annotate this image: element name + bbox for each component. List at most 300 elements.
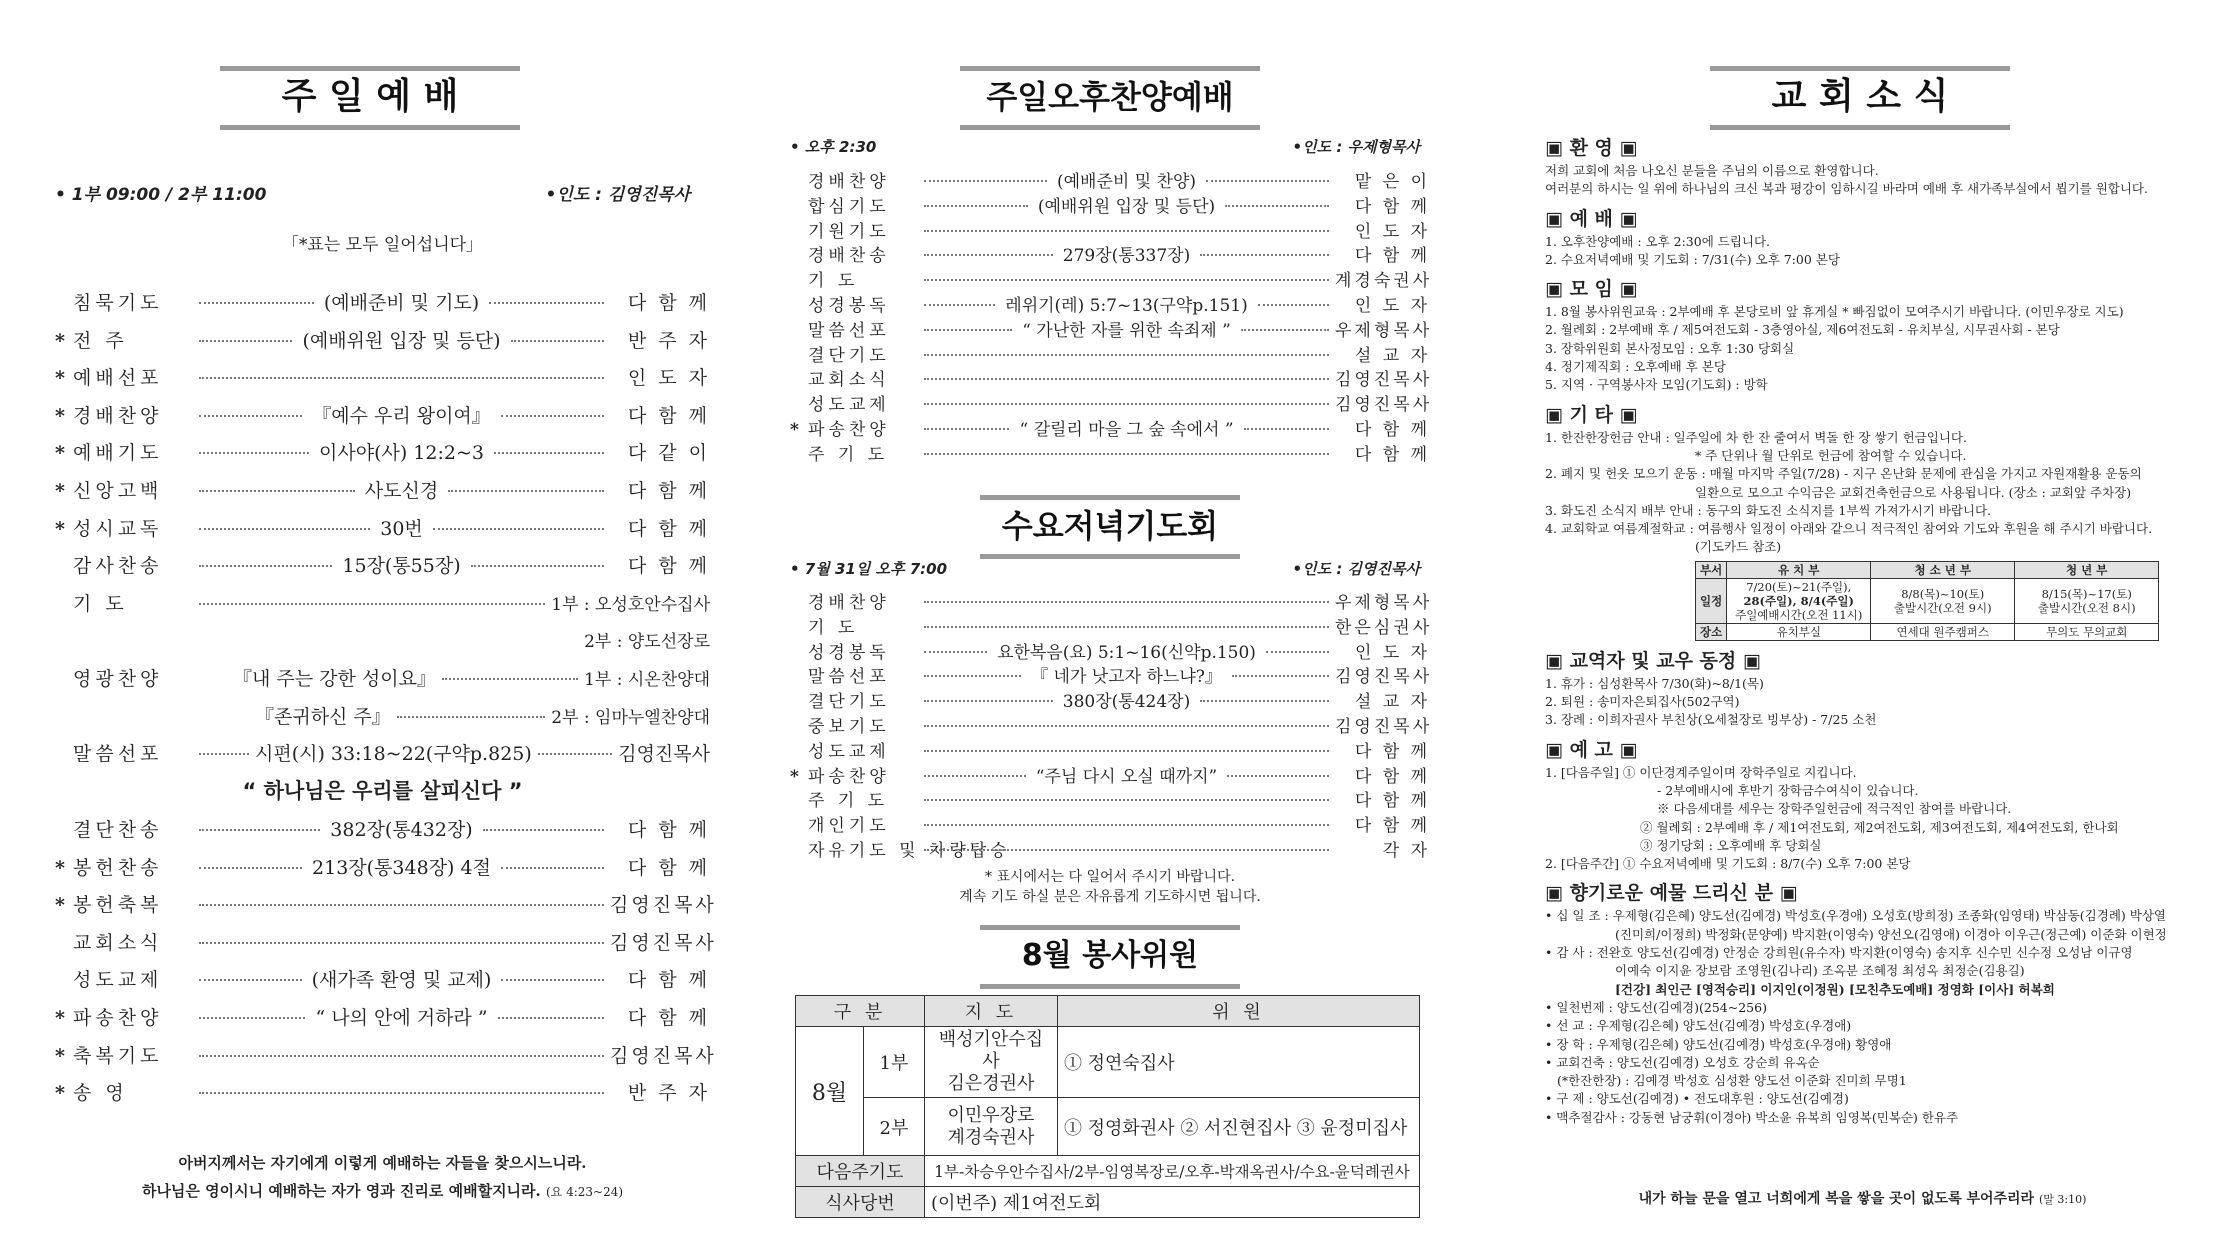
news-line: 1. 한잔한장헌금 안내 : 일주일에 차 한 잔 줄여서 벽돌 한 장 쌓기 헌금입니다. [1545,429,1967,445]
order-row [55,853,710,891]
order-presenter: 김영진목사 [610,1044,717,1067]
order-label: 파송찬양 [808,766,890,787]
dot-leader [924,254,1053,256]
church-news-title: 교 회 소 식 [1771,76,1949,117]
news-line: [건강] 최인근 [영적승리] 이지인(이정원) [모친추도예배] 정영화 [이사] 허복희 [1615,981,2055,997]
th-youth: 청 소 년 부 [1871,561,2015,578]
order-row [790,588,1433,613]
order-content: 15장(통55장) [342,555,461,578]
order-presenter: 김영진목사 [1335,395,1433,416]
afternoon-time: • 오후 2:30 [790,138,877,156]
dot-leader [483,829,604,831]
order-label: 성도교제 [808,395,890,416]
dot-leader [199,904,604,906]
order-presenter: 다 함 께 [1354,246,1430,267]
afternoon-leader: •인도 : 우제형목사 [1292,138,1420,156]
order-of-worship-part1 [55,288,710,589]
order-label: 합심기도 [808,196,890,217]
stand-marker: * [55,517,65,540]
order-row [790,241,1430,266]
dot-leader [199,979,302,981]
order-presenter: 다 함 께 [627,479,711,502]
dot-leader [471,565,604,567]
order-label: 성경봉독 [808,295,890,316]
stand-marker: * [55,479,65,502]
th-kinder: 유 치 부 [1727,561,1871,578]
order-row [55,664,710,702]
dot-leader [924,403,1329,405]
news-line: 2. 수요저녁예배 및 기도회 : 7/31(수) 오후 7:00 본당 [1545,251,1840,267]
news-line: (진미희/이정희) 박정화(문양예) 박지환(이영숙) 양선오(김영애) 이경아 이우근(정근예) 이준화 이현정 [1615,926,2167,942]
order-row [55,288,710,326]
dot-leader [199,1017,305,1019]
order-content: 213장(통348장) 4절 [312,856,491,879]
dot-leader [924,304,995,306]
etc-heading: ▣ 기 타 ▣ [1545,403,1638,426]
stand-marker: * [55,1006,65,1029]
order-presenter: 다 함 께 [627,819,711,841]
order-presenter: 다 함 께 [627,856,710,879]
order-presenter: 김영진목사 [610,894,717,917]
dot-leader [924,775,1026,777]
part-1-members: ① 정연숙집사 [1057,1027,1419,1098]
order-label: 기 도 [73,593,128,615]
part-2-members: ① 정영화권사 ② 서진현집사 ③ 윤정미집사 [1057,1098,1419,1156]
th-division: 구 분 [796,996,925,1027]
order-row [790,390,1433,416]
news-line: 3. 장학위원회 본사정모임 : 오후 1:30 당회실 [1545,340,1795,356]
order-content: 『예수 우리 왕이여』 [312,404,491,427]
dot-leader [924,205,1028,207]
order-row [790,786,1430,811]
guide-name: 이민우장로 [947,1104,1035,1126]
order-presenter: 김영진목사 [1335,716,1433,737]
stand-marker: * [55,367,65,390]
meetings-heading: ▣ 모 임 ▣ [1545,278,1638,301]
order-label: 봉헌찬송 [73,856,163,879]
worship-heading: ▣ 예 배 ▣ [1545,207,1638,230]
order-content: 요한복음(요) 5:1~16(신약p.150) [997,642,1256,663]
news-line: 1. [다음주일] ① 이단경계주일이며 장학주일로 지킵니다. [1545,764,1857,780]
wednesday-order [790,588,1433,861]
dot-leader [199,1092,604,1094]
order-row [55,1041,717,1079]
verse-text: 내가 하늘 문을 열고 너희에게 복을 쌓을 곳이 없도록 부어주리라 [1638,1191,2035,1207]
row-place: 장소 [1696,623,1727,640]
order-presenter: 설 교 자 [1354,345,1430,366]
dot-leader [1227,775,1329,777]
news-line: • 장 학 : 우제형(김은혜) 양도선(김예경) 박성호(우경애) 황영애 [1545,1036,1892,1052]
order-row [55,438,710,476]
news-line: • 선 교 : 우제형(김은혜) 양도선(김예경) 박성호(우경애) [1545,1018,1852,1034]
dot-leader [924,329,1012,331]
order-row [790,440,1430,465]
news-line: (기도카드 참조) [1695,539,1782,555]
order-content: 380장(통424장) [1062,692,1191,713]
dot-leader [924,675,1021,677]
news-line: 4. 정기제직회 : 오후예배 후 본당 [1545,359,1726,375]
order-presenter: 한은심권사 [1335,617,1433,638]
preview-heading: ▣ 예 고 ▣ [1545,738,1638,761]
dot-leader [1244,428,1329,430]
verse-line-1: 아버지께서는 자기에게 이렇게 예배하는 자들을 찾으시느니라. [178,1154,587,1172]
order-label: 주 기 도 [808,444,889,465]
meal-label: 식사당번 [796,1187,925,1218]
news-line: ③ 정기당회 : 오후예배 후 당회실 [1640,837,1822,853]
dot-leader [924,626,1329,628]
order-content: “ 나의 안에 거하라 ” [315,1006,488,1029]
order-presenter: 인 도 자 [1354,221,1430,242]
service-leader: •인도 : 김영진목사 [545,185,690,205]
order-row [790,836,1430,861]
order-content: 『 네가 낫고자 하느냐?』 [1031,667,1222,688]
offering-heading: ▣ 향기로운 예물 드리신 분 ▣ [1545,882,1798,905]
news-line: 2. 월례회 : 2부예배 후 / 제5여전도회 - 3층영아실, 제6여전도회 - 유치부실, 시무권사회 - 본당 [1545,322,2060,338]
order-content: 이사야(사) 12:2~3 [319,442,484,465]
news-line: 이예숙 이지윤 장보람 조영원(김나리) 조옥분 조혜정 최성옥 최정순(김용길) [1615,963,2025,979]
order-presenter: 다 함 께 [1354,741,1430,762]
standing-note: * 표시에서는 다 일어서 주시기 바랍니다. [984,869,1236,885]
order-presenter: 다 함 께 [1354,766,1430,787]
order-of-worship-part2 [55,815,717,1116]
order-presenter: 우제형목사 [1335,593,1433,613]
standing-notice: 「*표는 모두 일어섭니다」 [281,235,484,255]
dot-leader [199,1055,604,1057]
news-line: 일환으로 모으고 수익금은 교회건축헌금으로 사용됩니다. (장소 : 교회앞 주차장) [1695,484,2132,500]
dot-leader [199,377,604,379]
dot-leader [924,354,1329,356]
order-label: 침묵기도 [73,292,163,314]
order-presenter: 다 함 께 [627,555,710,578]
news-line: 여러분의 하시는 일 위에 하나님의 크신 복과 평강이 임하시길 바라며 예배 후 새가족부실에서 뵙기를 원합니다. [1545,181,2148,197]
dot-leader [924,601,1329,603]
dot-leader [448,490,604,492]
order-presenter: 다 함 께 [627,404,710,427]
order-content: 279장(통337장) [1062,246,1191,267]
sermon-text: 시편(시) 33:18~22(구약p.825) [255,743,532,766]
order-label: 결단기도 [808,345,890,366]
wednesday-banner [980,495,1240,559]
order-row [790,762,1430,787]
dot-leader [1258,304,1329,306]
dot-leader [501,867,604,869]
order-presenter: 다 함 께 [627,517,710,540]
order-label: 성도교제 [73,969,163,992]
stand-marker: * [790,419,799,440]
news-line: ※ 다음세대를 세우는 장학주일헌금에 적극적인 참여를 바랍니다. [1657,801,2012,817]
news-line: * 주 단위나 월 단위로 헌금에 참여할 수 있습니다. [1695,447,1967,463]
wednesday-leader: •인도 : 김영진목사 [1292,560,1420,578]
order-label: 파송찬양 [73,1006,163,1029]
order-row [790,415,1430,440]
stand-marker: * [55,442,65,465]
news-line: • 교회건축 : 양도선(김예경) 오성호 강순희 유옥순 [1545,1054,1820,1070]
order-row [55,815,710,853]
cell-line: 출발시간(오전 8시) [2037,600,2136,615]
order-label: 감사찬송 [73,555,163,578]
order-row [55,739,710,777]
order-label: 중보기도 [808,716,890,737]
order-content: “ 갈릴리 마을 그 숲 속에서 ” [1019,419,1234,440]
staff-heading: ▣ 교역자 및 교우 동정 ▣ [1545,649,1761,672]
news-line: • 구 제 : 양도선(김예경) • 전도대후원 : 양도선(김예경) [1545,1091,1849,1107]
dot-leader [199,452,309,454]
dot-leader [1200,700,1329,702]
prayer-2: 2부 : 양도선장로 [584,631,710,652]
th-members: 위 원 [1057,996,1419,1027]
order-presenter: 인 도 자 [1354,642,1431,663]
news-line: 1. 8월 봉사위원교육 : 2부예배 후 본당로비 앞 휴게실 * 빠짐없이 모여주시기 바랍니다. (이민우장로 지도) [1545,304,2124,320]
welcome-heading: ▣ 환 영 ▣ [1545,137,1638,159]
order-content: “ 가난한 자를 위한 속죄제 ” [1022,320,1231,341]
verse-reference: (요 4:23~24) [546,1185,624,1199]
part-1-guide [924,1027,1057,1098]
choir-2: 2부 : 임마누엘찬양대 [551,707,710,728]
dot-leader [199,490,355,492]
order-row [55,702,710,740]
order-row [790,662,1433,688]
dot-leader [924,750,1329,752]
dot-leader [199,942,604,944]
order-row [55,890,717,928]
dot-leader [924,453,1329,455]
order-presenter: 맡 은 이 [1354,172,1430,192]
news-line: 4. 교회학교 여름계절학교 : 여름행사 일정이 아래와 같으니 적극적인 참여와 기도와 후원을 해 주시기 바랍니다. [1545,521,2153,537]
kinder-schedule [1727,578,1871,623]
order-content: (예배준비 및 기도) [323,292,480,314]
dot-leader [924,378,1329,380]
order-row [790,316,1433,341]
order-label: 송 영 [73,1082,128,1105]
sermon-presenter: 김영진목사 [618,743,710,766]
order-row [55,326,710,364]
order-label: 자유기도 및 차량탑승 [808,840,1011,861]
dot-leader [498,1017,604,1019]
dot-leader [924,428,1009,430]
sunday-worship-column [55,0,717,1240]
news-line: 1. 오후찬양예배 : 오후 2:30에 드립니다. [1545,233,1771,249]
order-label: 신앙고백 [73,479,163,502]
dot-leader [199,302,314,304]
order-content: (예배위원 입장 및 등단) [1037,196,1216,217]
order-content: 382장(통432장) [330,819,473,841]
dot-leader [489,302,604,304]
dot-leader [199,340,292,342]
month-cell: 8월 [796,1027,864,1156]
th-guide: 지 도 [924,996,1057,1027]
order-label: 결단기도 [808,692,890,713]
dot-leader [199,528,370,530]
afternoon-worship-banner [960,66,1260,130]
order-row [55,476,710,514]
order-presenter: 인 도 자 [1354,295,1430,316]
volunteers-title: 8월 봉사위원 [1021,938,1199,973]
next-prayer-label: 다음주기도 [796,1156,925,1187]
order-content: 30번 [380,517,423,540]
verse-line-2 [55,1180,710,1201]
dot-leader [924,230,1329,232]
dot-leader [924,180,1047,182]
order-row [790,192,1430,217]
youth-schedule [1871,578,2015,623]
dot-leader [511,340,604,342]
young-adult-schedule [2015,578,2159,623]
stand-marker: * [55,1044,65,1067]
order-presenter: 다 함 께 [627,969,710,992]
dot-leader [494,452,604,454]
guide-name: 백성기안수집사 [938,1029,1044,1072]
news-line: 1. 휴가 : 심성환목사 7/30(화)~8/1(목) [1545,675,1764,691]
order-presenter: 우제형목사 [1335,320,1433,341]
order-row [790,365,1433,391]
order-presenter: 김영진목사 [610,931,717,954]
volunteers-table [795,995,1420,1218]
order-label: 전 주 [73,329,128,352]
order-presenter: 다 같 이 [627,442,710,465]
order-row [790,737,1430,762]
order-label: 예배기도 [73,442,163,465]
dot-leader [924,279,1329,281]
order-presenter: 다 함 께 [1354,419,1430,440]
order-label: 경배찬양 [808,172,890,192]
news-line: 2. 퇴원 : 송미자은퇴집사(502구역) [1545,694,1740,710]
order-label: 말씀선포 [808,667,890,688]
stand-marker: * [55,1082,65,1105]
order-label: 말씀선포 [73,743,163,766]
youth-place: 연세대 원주캠퍼스 [1871,623,2015,640]
news-body [1545,128,2180,1127]
dot-leader [1206,180,1329,182]
meal-value: (이번주) 제1여전도회 [924,1187,1419,1218]
order-presenter: 다 함 께 [1354,196,1430,217]
dot-leader [199,415,302,417]
order-presenter: 다 함 께 [627,292,711,314]
dot-leader [924,651,987,653]
news-line: 2. [다음주간] ① 수요저녁예배 및 기도회 : 8/7(수) 오후 7:00 본당 [1545,856,1911,872]
cell-line: 28(주일), 8/4(주일) [1743,593,1854,608]
order-row [55,363,710,401]
young-adult-place: 무의도 무의교회 [2015,623,2159,640]
order-presenter: 인 도 자 [627,367,710,390]
dot-leader [924,700,1053,702]
order-label: 성도교제 [808,741,890,762]
dot-leader [1241,329,1329,331]
order-content: (새가족 환영 및 교제) [311,969,492,992]
dot-leader [924,799,1329,801]
order-row [790,712,1433,737]
order-label: 영광찬양 [73,668,163,691]
order-row [55,401,710,439]
dot-leader [1232,675,1329,677]
part-2: 2부 [864,1098,925,1156]
order-content: (예배위원 입장 및 등단) [302,329,501,352]
dot-leader [924,725,1329,727]
order-row [790,291,1430,316]
order-presenter: 반 주 자 [627,1082,710,1105]
order-label: 경배찬송 [808,246,890,267]
part-2-guide [924,1098,1057,1156]
order-label: 기 도 [808,617,859,638]
news-line: (*한잔한장) : 김예경 박성호 심성환 양도선 이준화 진미희 무명1 [1557,1073,1907,1089]
order-row [55,965,710,1003]
stand-marker: * [55,856,65,879]
order-label: 파송찬양 [808,419,890,440]
sunday-worship-title: 주 일 예 배 [281,76,459,117]
order-label: 봉헌축복 [73,894,163,917]
order-row [55,589,710,627]
next-prayer-value: 1부-차승우안수집사/2부-임영복장로/오후-박재옥권사/수요-윤덕례권사 [924,1156,1419,1187]
order-presenter: 다 함 께 [1354,791,1430,812]
order-label: 경배찬양 [73,404,163,427]
dot-leader [924,824,1329,826]
cell-line: 출발시간(오전 9시) [1893,600,1992,615]
dot-leader [1266,651,1329,653]
service-time: • 1부 09:00 / 2부 11:00 [55,185,267,205]
prayer-1: 1부 : 오성호안수집사 [551,595,710,615]
order-presenter: 다 함 께 [627,1006,711,1029]
cell-line: 8/15(목)~17(토) [2041,586,2132,601]
afternoon-order [790,167,1433,465]
sunday-worship-banner [220,66,520,130]
th-young-adult: 청 년 부 [2015,561,2159,578]
dot-leader [924,849,1329,851]
order-row [55,627,710,665]
dot-leader [199,829,320,831]
wednesday-title: 수요저녁기도회 [1001,507,1219,545]
order-presenter: 김영진목사 [1335,370,1433,391]
dot-leader [1225,205,1329,207]
news-line: • 일천번제 : 양도선(김예경)(254~256) [1545,999,1767,1015]
order-row [55,928,717,966]
news-line: ② 월례회 : 2부예배 후 / 제1여전도회, 제2여전도회, 제3여전도회, 제4여전도회, 한나회 [1640,819,2119,835]
verse-text: 하나님은 영이시니 예배하는 자가 영과 진리로 예배할지니라. [141,1182,541,1200]
news-line: • 감 사 : 전완호 양도선(김예경) 안정순 강희원(유수자) 박지환(이영숙) 송지후 신수민 신수정 오성남 이규영 [1545,945,2133,961]
wednesday-time: • 7월 31일 오후 7:00 [790,560,948,578]
prayer-note: 계속 기도 하실 분은 자유롭게 기도하시면 됩니다. [959,889,1261,905]
order-presenter: 다 함 께 [1354,444,1430,465]
order-label: 축복기도 [73,1044,163,1067]
choir-1: 1부 : 시온찬양대 [584,670,710,691]
order-row [790,638,1430,663]
choir-1-song: 『내 주는 강한 성이요』 [233,668,436,691]
order-presenter: 설 교 자 [1354,692,1430,713]
news-line: • 맥추절감사 : 강동현 남궁휘(이경아) 박소윤 유복희 임영복(민복순) 한유주 [1545,1109,1959,1125]
order-presenter: 다 함 께 [1354,816,1430,837]
order-content: “주님 다시 오실 때까지” [1035,766,1218,787]
dot-leader [501,979,604,981]
kinder-place: 유치부실 [1727,623,1871,640]
volunteers-banner [980,925,1240,989]
afternoon-worship-title: 주일오후찬양예배 [986,78,1234,116]
order-presenter: 반 주 자 [627,329,711,352]
dot-leader [433,528,604,530]
order-row [55,551,710,589]
closing-verse [1545,1188,2180,1208]
news-line: 저희 교회에 처음 나오신 분들을 주님의 이름으로 환영합니다. [1545,163,1879,178]
church-news-banner [1710,66,2010,130]
part-1: 1부 [864,1027,925,1098]
church-news-column [1545,0,2180,1240]
order-label: 성시교독 [73,517,163,540]
verse-reference: (말 3:10) [2038,1193,2087,1206]
news-line: 3. 화도진 소식지 배부 안내 : 동구의 화도진 소식지를 1부씩 가져가시기 바랍니다. [1545,502,1992,518]
prayer-block [55,589,710,777]
order-content: 레위기(레) 5:7~13(구약p.151) [1005,295,1248,316]
order-label: 성경봉독 [808,642,890,663]
order-label: 개인기도 [808,816,890,837]
dot-leader [1200,254,1329,256]
sermon-title: “ 하나님은 우리를 살피신다 ” [242,779,523,803]
